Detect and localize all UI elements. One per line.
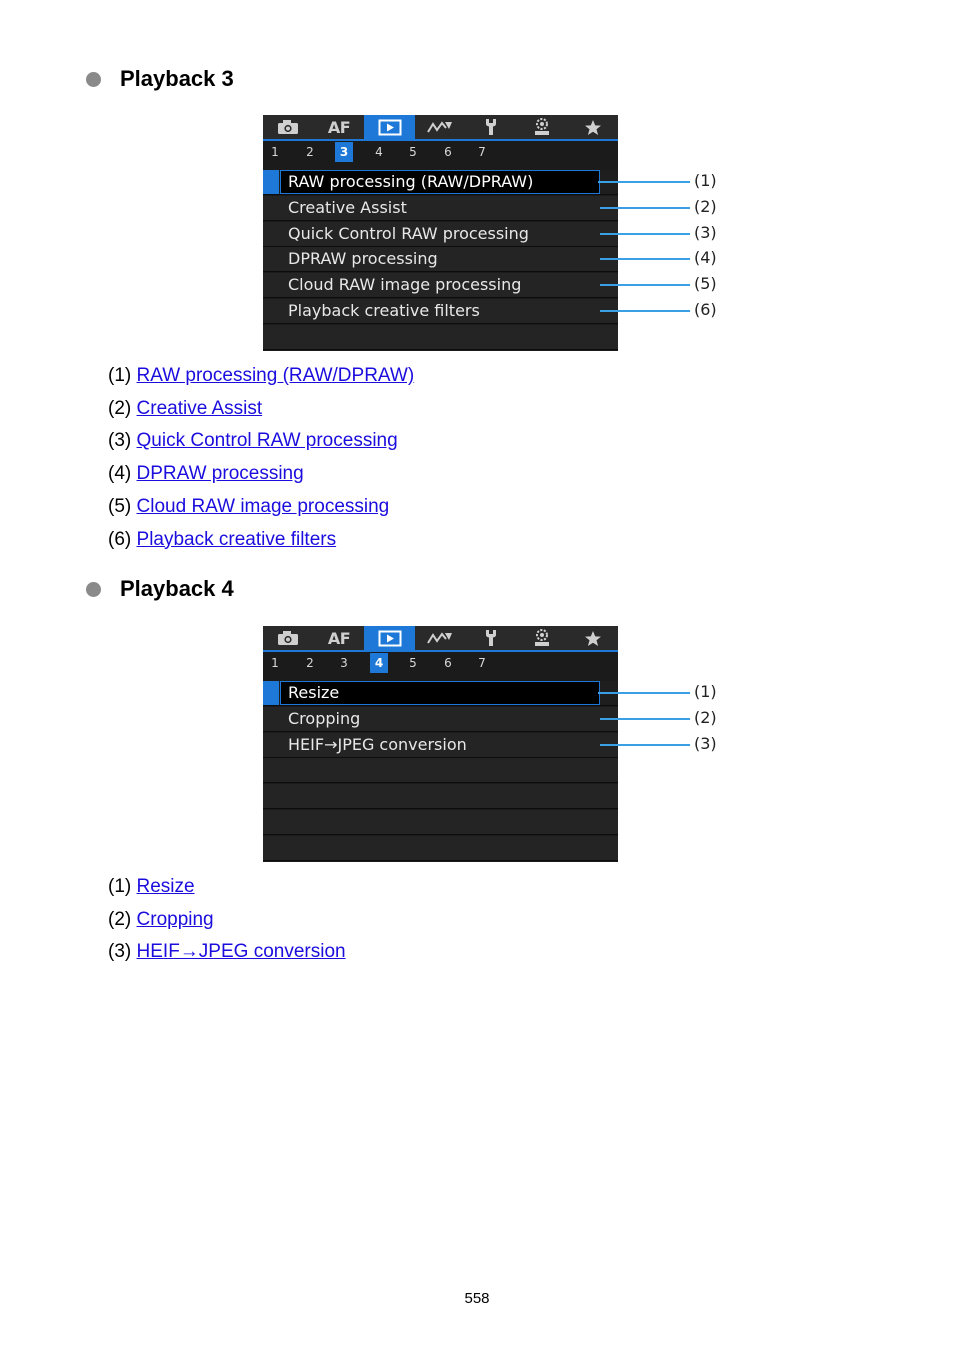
tab-af[interactable] (314, 115, 365, 139)
callout-number: (5) (694, 274, 717, 294)
reference-number: (2) (108, 908, 132, 930)
callout-line (600, 284, 690, 286)
bullet-icon (86, 582, 101, 597)
reference-number: (2) (108, 397, 132, 419)
menu-item (263, 836, 618, 861)
tab-settings-person-icon[interactable] (517, 115, 568, 139)
menu-item[interactable] (263, 247, 618, 272)
reference-number: (1) (108, 876, 132, 897)
custom-wave-icon (427, 120, 453, 134)
reference-number: (5) (108, 495, 132, 517)
settings-person-icon (532, 118, 552, 136)
menu-page-number[interactable]: 4 (375, 145, 383, 159)
tab-af-label: AF (327, 628, 351, 648)
menu-page-number[interactable]: 4 (370, 653, 388, 673)
menu-page-number[interactable]: 1 (271, 145, 279, 159)
reference-link[interactable]: Cloud RAW image processing (136, 495, 390, 517)
reference-item (108, 528, 336, 552)
callout-line (600, 310, 690, 312)
callout-line (600, 233, 690, 235)
callout-number: (2) (694, 196, 717, 216)
callout-number: (1) (694, 171, 717, 190)
menu-item[interactable] (263, 222, 618, 247)
menu-item-label: HEIF→JPEG conversion (288, 734, 467, 754)
reference-link[interactable]: HEIF→JPEG conversion (136, 941, 346, 963)
tab-star-icon[interactable] (567, 115, 618, 139)
reference-number: (3) (108, 941, 132, 963)
reference-link[interactable]: RAW processing (RAW/DPRAW) (136, 365, 415, 386)
custom-wave-icon (427, 631, 453, 645)
menu-page-number[interactable]: 2 (306, 656, 314, 670)
reference-number: (1) (108, 365, 132, 386)
tab-af-label: AF (327, 117, 351, 137)
menu-item[interactable] (263, 299, 618, 324)
reference-link[interactable]: Quick Control RAW processing (136, 430, 398, 452)
menu-page-number[interactable]: 7 (478, 656, 486, 670)
menu-item[interactable] (263, 733, 618, 758)
tab-playback-icon[interactable] (364, 626, 415, 650)
reference-item (108, 940, 346, 964)
menu-item-label: Resize (288, 683, 340, 702)
reference-link[interactable]: Resize (136, 876, 195, 897)
callout-line (600, 744, 690, 746)
wrench-icon (483, 118, 499, 136)
menu-page-number[interactable]: 1 (271, 656, 279, 670)
callout-number: (6) (694, 300, 717, 319)
callout-number: (4) (694, 248, 717, 268)
bullet-icon (86, 72, 101, 87)
menu-page-number[interactable]: 6 (444, 656, 452, 670)
menu-item-label: Quick Control RAW processing (288, 223, 529, 243)
menu-page-number[interactable]: 6 (444, 145, 452, 159)
tab-wrench-icon[interactable] (466, 626, 517, 650)
playback-icon (378, 119, 402, 136)
reference-item (108, 462, 304, 486)
menu-page-number[interactable]: 3 (335, 142, 353, 162)
callout-line (600, 258, 690, 260)
reference-item (108, 875, 195, 899)
menu-page-bar (263, 652, 618, 674)
menu-page-bar (263, 141, 618, 163)
tab-camera-icon[interactable] (263, 115, 314, 139)
camera-icon (277, 119, 299, 135)
reference-item (108, 397, 262, 421)
menu-item (263, 758, 618, 783)
menu-page-number[interactable]: 2 (306, 145, 314, 159)
camera-menu-screen (263, 626, 618, 862)
playback-icon (378, 630, 402, 647)
callout-line (600, 207, 690, 209)
camera-menu-screen (263, 115, 618, 351)
menu-item[interactable] (263, 273, 618, 298)
tab-star-icon[interactable] (567, 626, 618, 650)
selection-marker (263, 170, 279, 194)
menu-item-label: Cloud RAW image processing (288, 275, 522, 295)
section-heading (86, 64, 234, 94)
menu-item-label: DPRAW processing (288, 249, 438, 269)
menu-page-number[interactable]: 3 (340, 656, 348, 670)
reference-number: (3) (108, 430, 132, 452)
star-icon (584, 630, 602, 647)
reference-link[interactable]: Cropping (136, 908, 214, 930)
menu-page-number[interactable]: 5 (409, 145, 417, 159)
menu-item[interactable] (263, 707, 618, 732)
reference-item (108, 908, 214, 932)
reference-item (108, 495, 389, 519)
section-title: Playback 4 (120, 576, 234, 601)
callout-number: (2) (694, 707, 717, 727)
menu-item[interactable] (263, 196, 618, 221)
menu-item-label: Cropping (288, 708, 361, 728)
tab-af[interactable] (314, 626, 365, 650)
tab-camera-icon[interactable] (263, 626, 314, 650)
menu-page-number[interactable]: 7 (478, 145, 486, 159)
menu-tab-bar (263, 626, 618, 650)
menu-item (263, 784, 618, 809)
reference-item (108, 429, 398, 453)
callout-number: (3) (694, 222, 717, 242)
reference-link[interactable]: Creative Assist (136, 397, 263, 419)
callout-number: (3) (694, 733, 717, 753)
callout-number: (1) (694, 682, 717, 701)
callout-line (600, 718, 690, 720)
menu-item-label: RAW processing (RAW/DPRAW) (288, 172, 534, 191)
reference-number: (4) (108, 463, 132, 485)
menu-tab-bar (263, 115, 618, 139)
reference-link[interactable]: DPRAW processing (136, 463, 304, 485)
section-heading (86, 574, 234, 604)
callout-line (598, 181, 690, 183)
menu-item (263, 810, 618, 835)
tab-playback-icon[interactable] (364, 115, 415, 139)
menu-item-label: Creative Assist (288, 197, 407, 217)
menu-item[interactable] (263, 681, 618, 706)
camera-icon (277, 630, 299, 646)
menu-item[interactable] (263, 170, 618, 195)
tab-wrench-icon[interactable] (466, 115, 517, 139)
settings-person-icon (532, 629, 552, 647)
menu-page-number[interactable]: 5 (409, 656, 417, 670)
section-title: Playback 3 (120, 66, 234, 91)
menu-item (263, 325, 618, 350)
tab-settings-person-icon[interactable] (517, 626, 568, 650)
star-icon (584, 119, 602, 136)
callout-line (598, 692, 690, 694)
menu-item-label: Playback creative filters (288, 301, 480, 320)
tab-custom-wave-icon[interactable] (415, 115, 466, 139)
wrench-icon (483, 629, 499, 647)
tab-custom-wave-icon[interactable] (415, 626, 466, 650)
reference-link[interactable]: Playback creative filters (136, 528, 337, 550)
reference-item (108, 364, 414, 388)
reference-number: (6) (108, 528, 132, 550)
page-number: 558 (464, 1290, 490, 1307)
selection-marker (263, 681, 279, 705)
